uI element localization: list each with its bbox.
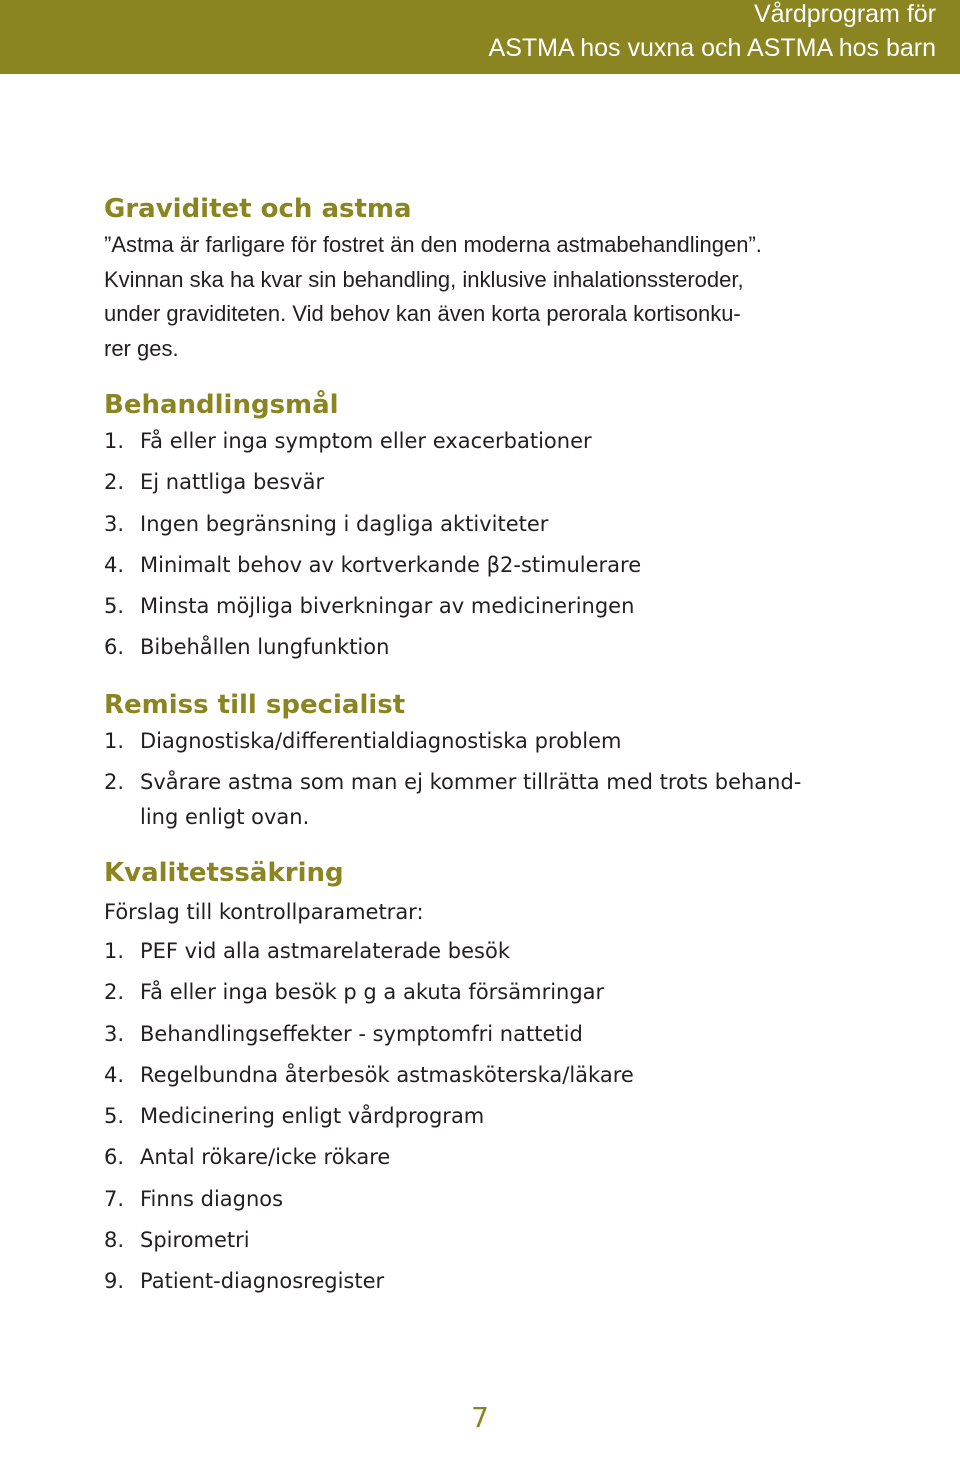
header-title-line-1: Vårdprogram för <box>753 0 936 28</box>
list-item-text: Finns diagnos <box>140 1186 284 1211</box>
list-item-text: Diagnostiska/differentialdiagnostiska problem <box>140 729 622 753</box>
list-item-text: Få eller inga besök p g a akuta försämringar <box>140 980 605 1005</box>
list-item <box>104 1223 634 1264</box>
page-number: 7 <box>471 1401 489 1434</box>
list-item-number: 3. <box>104 1021 125 1046</box>
list-item-number: 2. <box>104 470 125 495</box>
list-item-text: Patient-diagnosregister <box>140 1269 385 1294</box>
list-item-text: Spirometri <box>140 1228 250 1253</box>
kvalitet-list <box>104 934 634 1306</box>
kvalitet-intro: Förslag till kontrollparametrar: <box>104 900 424 924</box>
list-item <box>104 1140 634 1181</box>
list-item-text-continued: ling enligt ovan. <box>140 804 310 829</box>
list-item <box>104 1099 634 1140</box>
list-item <box>104 975 634 1016</box>
list-item-text: PEF vid alla astmarelaterade besök <box>140 939 510 963</box>
list-item-text: Regelbundna återbesök astmasköterska/läkare <box>140 1062 634 1087</box>
list-item-number: 6. <box>104 1145 125 1170</box>
remiss-list <box>104 724 801 849</box>
list-item-number: 2. <box>104 770 125 795</box>
paragraph-line: under graviditeten. Vid behov kan även korta perorala kortisonku- <box>104 301 741 326</box>
list-item-number: 8. <box>104 1228 125 1253</box>
list-item-text: Minimalt behov av kortverkande β2-stimulerare <box>140 552 642 577</box>
list-item-number: 4. <box>104 1062 125 1087</box>
list-item <box>104 507 641 548</box>
list-item-number: 3. <box>104 511 125 536</box>
list-item <box>104 1017 634 1058</box>
list-item-text: Bibehållen lungfunktion <box>140 635 390 660</box>
list-item <box>104 724 801 765</box>
list-item-number: 1. <box>104 729 125 753</box>
list-item-number: 7. <box>104 1186 125 1211</box>
header-title-line-2: ASTMA hos vuxna och ASTMA hos barn <box>488 34 936 62</box>
list-item <box>104 1182 634 1223</box>
list-item <box>104 630 641 671</box>
list-item <box>104 424 641 465</box>
list-item <box>104 934 634 975</box>
paragraph-line: Kvinnan ska ha kvar sin behandling, inklusive inhalationssteroder, <box>104 266 744 292</box>
list-item-number: 5. <box>104 594 125 619</box>
list-item-text: Antal rökare/icke rökare <box>140 1145 391 1170</box>
list-item-text: Ej nattliga besvär <box>140 470 325 495</box>
list-item-number: 5. <box>104 1104 125 1129</box>
paragraph-line: rer ges. <box>104 335 179 361</box>
list-item-text: Få eller inga symptom eller exacerbationer <box>140 429 592 453</box>
list-item-number: 1. <box>104 939 125 963</box>
section-heading-remiss: Remiss till specialist <box>104 690 406 720</box>
list-item-number: 4. <box>104 552 125 577</box>
list-item <box>104 589 641 630</box>
list-item <box>104 1058 634 1099</box>
list-item-number: 9. <box>104 1269 125 1294</box>
section-heading-behandlingsmal: Behandlingsmål <box>104 390 339 420</box>
list-item-text: Behandlingseffekter - symptomfri nattetid <box>140 1021 583 1046</box>
list-item-text: Svårare astma som man ej kommer tillrätta med trots behand- <box>140 770 802 795</box>
list-item <box>104 548 641 589</box>
behandlingsmal-list <box>104 424 641 672</box>
page-header-band <box>0 0 960 74</box>
list-item-number: 1. <box>104 429 125 453</box>
list-item <box>104 1264 634 1305</box>
paragraph-line: ”Astma är farligare för fostret än den moderna astmabehandlingen”. <box>104 232 762 257</box>
section-heading-graviditet: Graviditet och astma <box>104 194 412 224</box>
list-item-text: Medicinering enligt vårdprogram <box>140 1104 485 1129</box>
list-item-text: Minsta möjliga biverkningar av medicineringen <box>140 594 635 619</box>
section-heading-kvalitet: Kvalitetssäkring <box>104 858 344 888</box>
graviditet-paragraph <box>104 228 762 366</box>
list-item-number: 2. <box>104 980 125 1005</box>
list-item <box>104 765 801 849</box>
list-item <box>104 465 641 506</box>
list-item-text: Ingen begränsning i dagliga aktiviteter <box>140 511 549 536</box>
list-item-number: 6. <box>104 635 125 660</box>
